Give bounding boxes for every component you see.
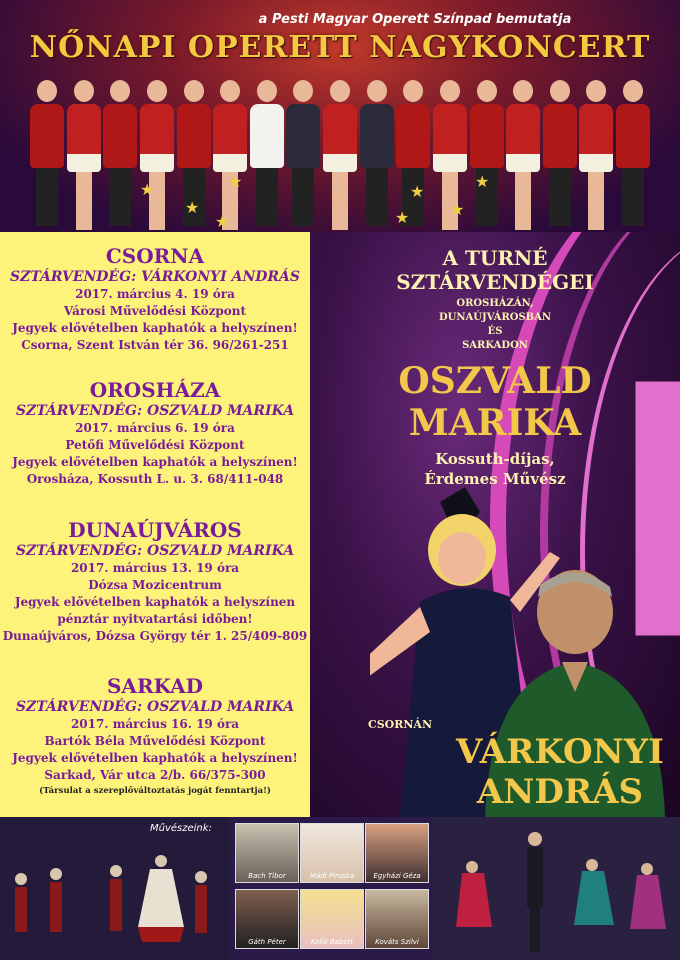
venue: Bartók Béla Művelődési Központ [44, 734, 266, 748]
star-icon: ★ [475, 172, 490, 191]
artist-name: Gáth Péter [248, 938, 286, 946]
ticket-info-extra: pénztár nyitvatartási időben! [57, 612, 253, 626]
star-icon: ★ [228, 172, 243, 191]
star-name-line: MARIKA [408, 402, 582, 444]
poster-title: NŐNAPI OPERETT NAGYKONCERT [29, 30, 651, 65]
tour-place: DUNAÚJVÁROSBAN [438, 312, 552, 323]
artist-portrait [300, 823, 364, 883]
star-name-line: OSZVALD [398, 360, 592, 402]
city-name: CSORNA [105, 244, 205, 268]
address-phone: Sarkad, Vár utca 2/b. 66/375-300 [44, 768, 266, 782]
tour-place: SARKADON [462, 340, 528, 351]
artist-portrait [235, 889, 299, 949]
star-icon: ★ [215, 212, 230, 231]
tour-place: ÉS [487, 326, 503, 337]
actor-name-line: VÁRKONYI [456, 732, 664, 772]
actor-name-line: ANDRÁS [476, 772, 644, 812]
artist-name: Kováts Szilvi [375, 938, 419, 946]
performers-group-photo [30, 70, 650, 230]
presenter-line: a Pesti Magyar Operett Színpad bemutatja [258, 12, 572, 27]
guest-star: SZTÁRVENDÉG: VÁRKONYI ANDRÁS [9, 269, 300, 285]
artist-portrait [300, 889, 364, 949]
ticket-info: Jegyek elővételben kaphatók a helyszínen [14, 595, 296, 609]
artist-name: Mádi Piroska [309, 872, 355, 880]
date-time: 2017. március 16. 19 óra [70, 717, 240, 731]
date-time: 2017. március 4. 19 óra [75, 287, 235, 301]
disclaimer-note: (Társulat a szereplőváltoztatás jogát fenntartja!) [39, 786, 271, 796]
ticket-info: Jegyek elővételben kaphatók a helyszínen! [12, 751, 298, 765]
venue: Városi Művelődési Központ [63, 304, 247, 318]
date-time: 2017. március 13. 19 óra [70, 561, 240, 575]
artist-portrait [365, 823, 429, 883]
guest-stars-panel [310, 232, 680, 817]
city-name: OROSHÁZA [89, 378, 221, 402]
artist-name: Egyházi Géza [373, 872, 421, 880]
dance-show-photo [432, 817, 680, 960]
actor-intro: CSORNÁN [367, 718, 433, 731]
schedule-panel [0, 232, 310, 817]
address-phone: Csorna, Szent István tér 36. 96/261-251 [21, 338, 289, 352]
star-icon: ★ [395, 208, 410, 227]
city-name: SARKAD [106, 674, 203, 698]
ticket-info: Jegyek elővételben kaphatók a helyszínen! [12, 455, 298, 469]
schedule-entry [0, 244, 310, 354]
venue: Petőfi Művelődési Központ [65, 438, 245, 452]
tour-place: OROSHÁZÁN, [456, 298, 534, 309]
ticket-info: Jegyek elővételben kaphatók a helyszínen! [12, 321, 298, 335]
artist-name: Kollő Babett [310, 938, 354, 946]
header-banner [0, 0, 680, 232]
address-phone: Dunaújváros, Dózsa György tér 1. 25/409-809 [2, 629, 308, 643]
star-icon: ★ [185, 198, 200, 217]
star-award: Érdemes Művész [424, 470, 566, 488]
tour-heading-1: A TURNÉ [442, 246, 548, 270]
tour-heading-2: SZTÁRVENDÉGEI [396, 270, 594, 294]
venue: Dózsa Mozicentrum [88, 578, 222, 592]
star-award: Kossuth-díjas, [435, 450, 555, 468]
schedule-entry [0, 378, 310, 488]
star-icon: ★ [450, 200, 465, 219]
artists-strip [0, 817, 680, 960]
guest-star: SZTÁRVENDÉG: OSZVALD MARIKA [15, 403, 295, 419]
star-icon: ★ [140, 180, 155, 199]
artist-name: Bach Tibor [248, 872, 286, 880]
stage-dancers-photo [0, 817, 230, 960]
artist-portrait [235, 823, 299, 883]
artists-label: Művészeink: [150, 823, 212, 834]
star-icon: ★ [410, 182, 425, 201]
schedule-entry [0, 518, 310, 645]
artist-portrait [365, 889, 429, 949]
schedule-entry [0, 674, 310, 798]
city-name: DUNAÚJVÁROS [68, 518, 242, 542]
date-time: 2017. március 6. 19 óra [75, 421, 235, 435]
address-phone: Orosháza, Kossuth L. u. 3. 68/411-048 [26, 472, 284, 486]
guest-star: SZTÁRVENDÉG: OSZVALD MARIKA [15, 543, 295, 559]
guest-star: SZTÁRVENDÉG: OSZVALD MARIKA [15, 699, 295, 715]
